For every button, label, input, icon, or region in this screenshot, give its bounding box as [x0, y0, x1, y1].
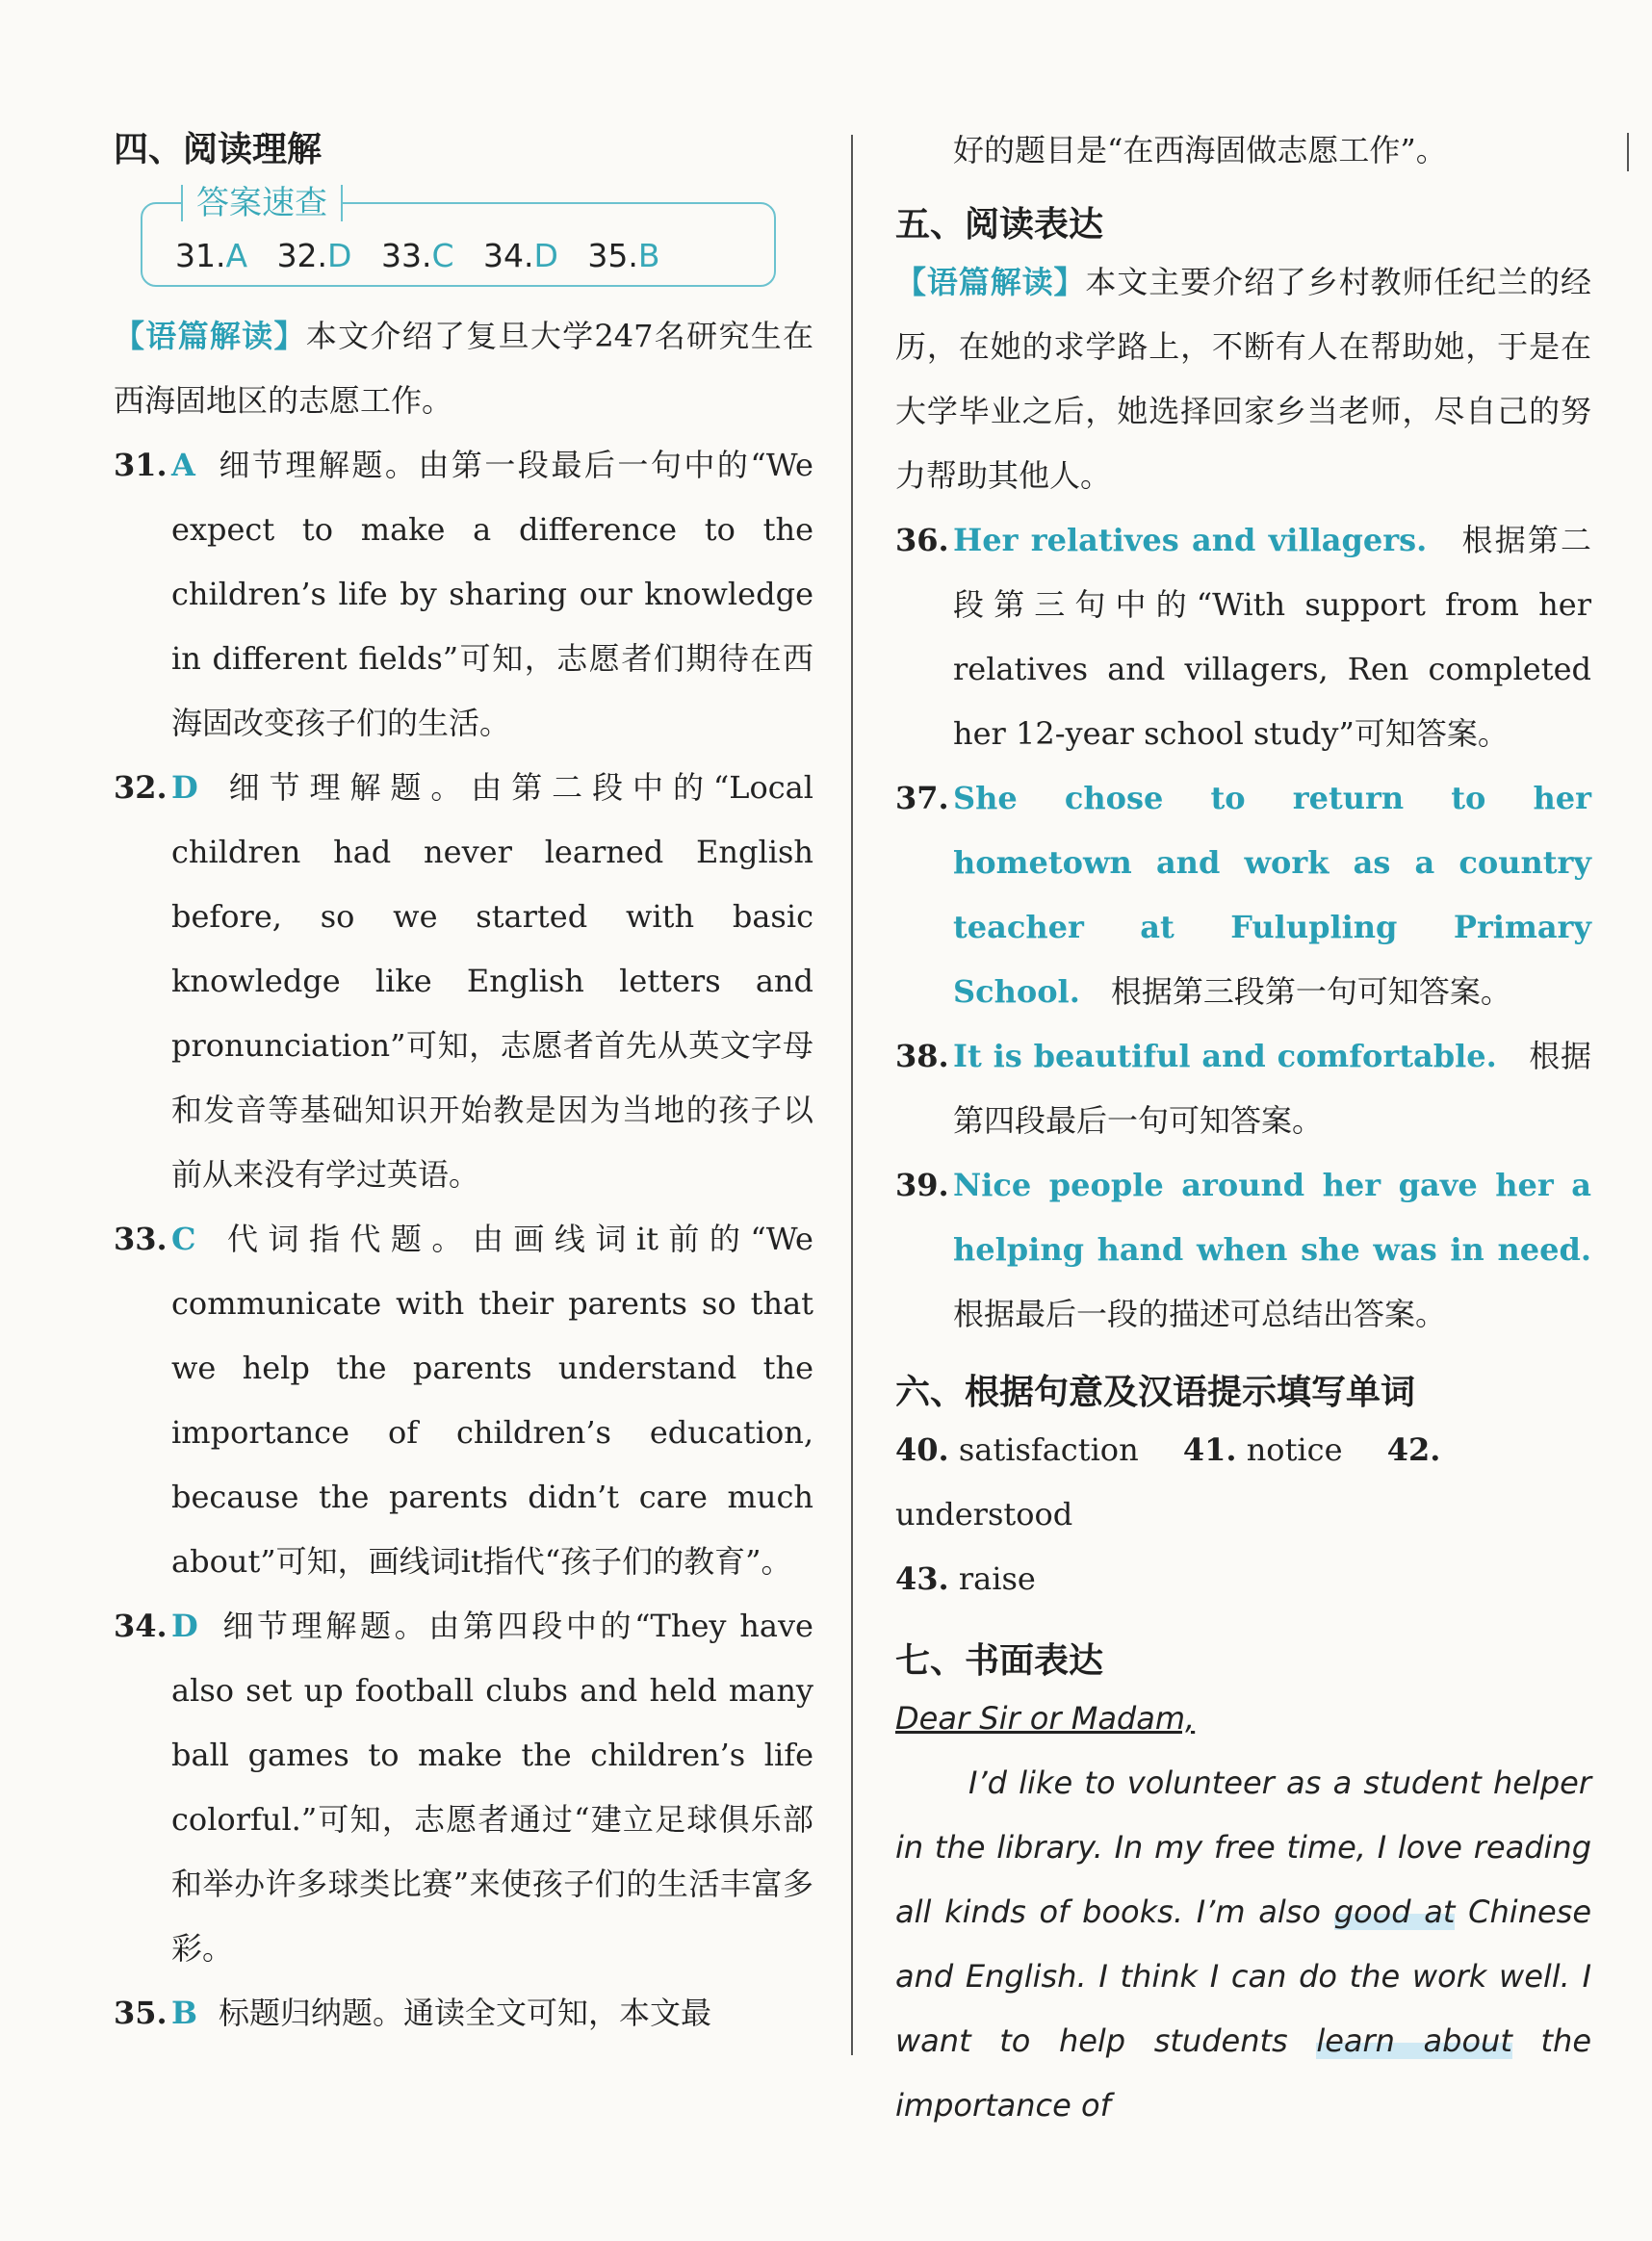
quick-check-label: 答案速查 — [181, 185, 343, 221]
section4-title: 四、阅读理解 — [114, 130, 323, 169]
quick-answer-34: 34.D — [483, 237, 558, 274]
letter-body: I’d like to volunteer as a student helper in the library. In my free time, I love reading all kinds of books. I’m also good at Chinese and English. I think I can do the work well. I want to help students learn about the importance of — [895, 1764, 1592, 2124]
quick-answer-32: 32.D — [276, 237, 352, 274]
highlight-good-at: good at — [1333, 1893, 1456, 1930]
answer-item-38: 38. It is beautiful and comfortable. 根据第四段最后一句可知答案。 — [895, 1038, 1591, 1139]
answer-item-36: 36. Her relatives and villagers. 根据第二段第三句中的“With support from her relatives and villagers, Ren completed her 12-year school study”可知答案。 — [895, 522, 1591, 752]
sample-letter — [895, 1687, 1591, 2138]
quick-answer-31: 31.A — [175, 237, 248, 274]
margin-rule — [1627, 133, 1629, 171]
fill-words — [895, 1418, 1591, 1611]
section7-title: 七、书面表达 — [895, 1641, 1104, 1681]
section6-title: 六、根据句意及汉语提示填写单词 — [895, 1373, 1416, 1412]
answer-item-37: 37. She chose to return to her hometown and work as a country teacher at Fulupling Primary School. 根据第三段第一句可知答案。 — [895, 780, 1591, 1010]
section5-title: 五、阅读表达 — [895, 205, 1104, 245]
quick-answers — [175, 237, 680, 274]
answer-item-32: 32. D 细节理解题。由第二段中的“Local children had never learned English before, so we started with basic knowledge like English letters and pronunciation”可知，志愿者首先从英文字母和发音等基础知识开始教是因为当地的孩子以前从来没有学过英语。 — [114, 769, 813, 1193]
quick-answer-33: 33.C — [380, 237, 454, 274]
right-column — [895, 125, 1591, 2138]
section5-interpretation: 【语篇解读】本文主要介绍了乡村教师任纪兰的经历，在她的求学路上，不断有人在帮助她，于是在大学毕业之后，她选择回家乡当老师，尽自己的努力帮助其他人。 — [895, 264, 1591, 494]
column-divider — [851, 135, 853, 2055]
answer-quick-check-box — [141, 184, 776, 287]
answer-item-31: 31. A 细节理解题。由第一段最后一句中的“We expect to make a difference to the children’s life by sharing our knowledge in different fields”可知，志愿者们期待在西海固改变孩子们的生活。 — [114, 447, 813, 741]
item-35-continuation: 好的题目是“在西海固做志愿工作”。 — [953, 132, 1447, 168]
quick-answer-35: 35.B — [587, 237, 660, 274]
left-column — [114, 125, 813, 2046]
answer-item-39: 39. Nice people around her gave her a helping hand when she was in need. 根据最后一段的描述可总结出答案。 — [895, 1167, 1591, 1332]
answer-item-33: 33. C 代词指代题。由画线词it前的“We communicate with their parents so that we help the parents understand the importance of children’s education, because the parents didn’t care much about”可知，画线词it指代“孩子们的教育”。 — [114, 1221, 813, 1580]
fill-item-42: 42. understood — [895, 1431, 1441, 1533]
answer-item-34: 34. D 细节理解题。由第四段中的“They have also set up football clubs and held many ball games to make the children’s life colorful.”可知，志愿者通过“建立足球俱乐部和举办许多球类比赛”来使孩子们的生活丰富多彩。 — [114, 1608, 813, 1967]
fill-item-43: 43. raise — [895, 1560, 1036, 1597]
fill-item-41: 41. notice — [1182, 1431, 1343, 1468]
answer-item-35: 35. B 标题归纳题。通读全文可知，本文最 — [114, 1995, 712, 2031]
letter-greeting: Dear Sir or Madam, — [895, 1700, 1196, 1737]
section4-interpretation: 【语篇解读】本文介绍了复旦大学247名研究生在西海固地区的志愿工作。 — [114, 318, 813, 419]
fill-item-40: 40. satisfaction — [895, 1431, 1139, 1468]
highlight-learn-about: learn about — [1316, 2022, 1512, 2059]
